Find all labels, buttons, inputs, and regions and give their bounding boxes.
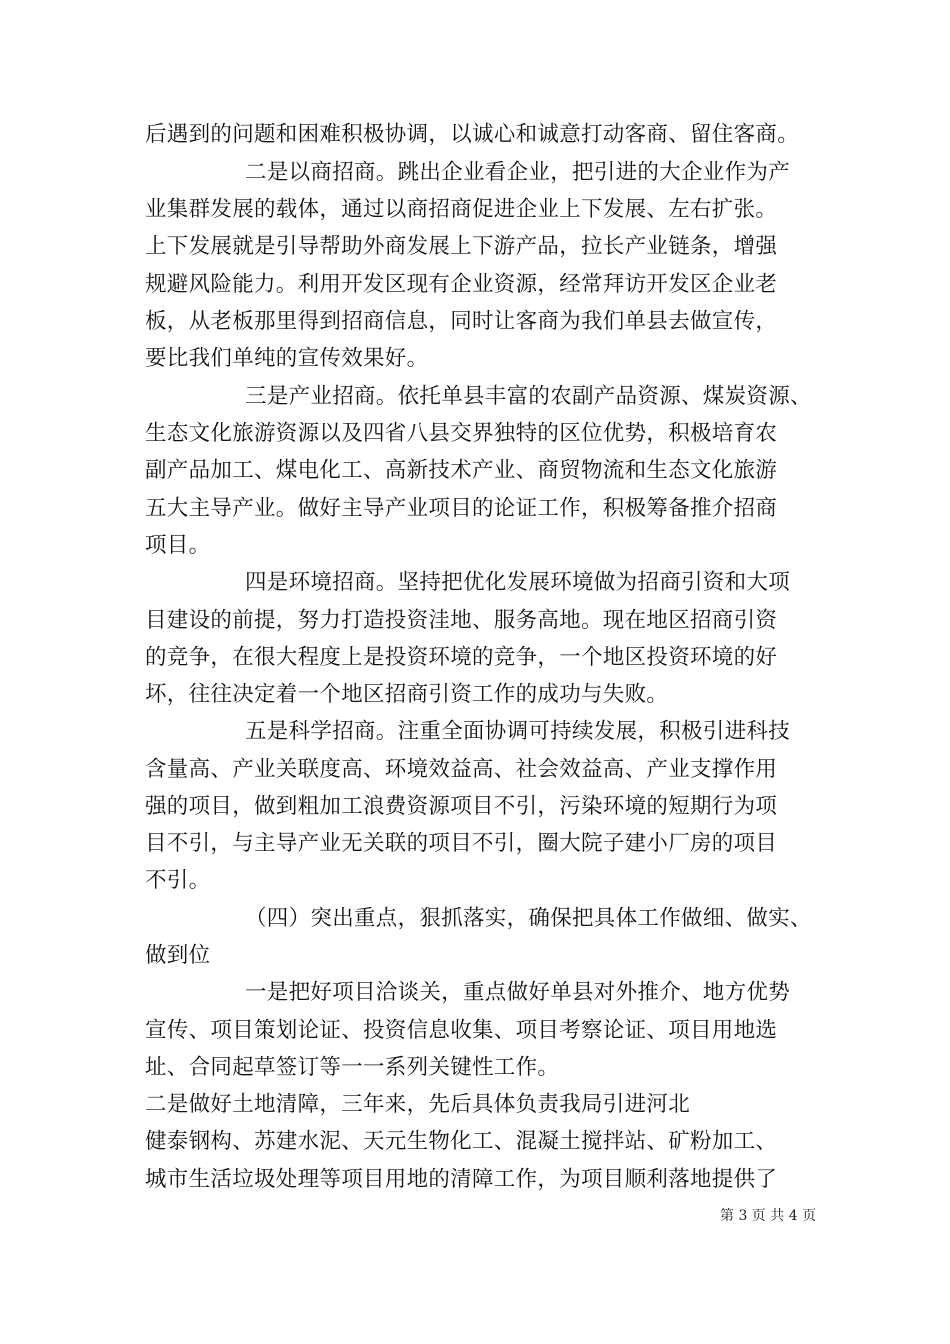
paragraph-line: 强的项目，做到粗加工浪费资源项目不引，污染环境的短期行为项 <box>145 794 778 819</box>
paragraph-line: 五是科学招商。注重全面协调可持续发展，积极引进科技 <box>245 719 791 744</box>
paragraph-line: 址、合同起草签订等一一系列关键性工作。 <box>145 1055 560 1080</box>
paragraph-line: 上下发展就是引导帮助外商发展上下游产品，拉长产业链条，增强 <box>145 234 778 259</box>
paragraph-line: 坏，往往决定着一个地区招商引资工作的成功与失败。 <box>145 682 669 707</box>
paragraph-line: 四是环境招商。坚持把优化发展环境做为招商引资和大项 <box>245 570 791 595</box>
paragraph-line: 宣传、项目策划论证、投资信息收集、项目考察论证、项目用地选 <box>145 1018 778 1043</box>
paragraph-line: 目不引，与主导产业无关联的项目不引，圈大院子建小厂房的项目 <box>145 831 778 856</box>
paragraph-line: 二是以商招商。跳出企业看企业，把引进的大企业作为产 <box>245 160 791 185</box>
paragraph-line: 的竞争，在很大程度上是投资环境的竞争，一个地区投资环境的好 <box>145 645 778 670</box>
section-heading-line: 做到位 <box>145 943 211 968</box>
paragraph-line: 规避风险能力。利用开发区现有企业资源，经常拜访开发区企业老 <box>145 272 778 297</box>
section-heading-line: （四）突出重点，狠抓落实，确保把具体工作做细、做实、 <box>245 906 812 931</box>
paragraph-line: 后遇到的问题和困难积极协调，以诚心和诚意打动客商、留住客商。 <box>145 122 800 147</box>
paragraph-line: 板，从老板那里得到招商信息，同时让客商为我们单县去做宣传， <box>145 309 778 334</box>
page-footer: 第 3 页 共 4 页 <box>720 1208 817 1224</box>
paragraph-line: 项目。 <box>145 533 211 558</box>
paragraph-line: 城市生活垃圾处理等项目用地的清障工作，为项目顺利落地提供了 <box>145 1167 778 1192</box>
paragraph-line: 要比我们单纯的宣传效果好。 <box>145 346 429 371</box>
paragraph-line: 五大主导产业。做好主导产业项目的论证工作，积极筹备推介招商 <box>145 496 778 521</box>
paragraph-line: 健泰钢构、苏建水泥、天元生物化工、混凝土搅拌站、矿粉加工、 <box>145 1129 778 1154</box>
paragraph-line: 副产品加工、煤电化工、高新技术产业、商贸物流和生态文化旅游 <box>145 458 778 483</box>
paragraph-line: 生态文化旅游资源以及四省八县交界独特的区位优势，积极培育农 <box>145 421 778 446</box>
paragraph-line: 业集群发展的载体，通过以商招商促进企业上下发展、左右扩张。 <box>145 197 778 222</box>
paragraph-line: 三是产业招商。依托单县丰富的农副产品资源、煤炭资源、 <box>245 384 812 409</box>
paragraph-line: 一是把好项目洽谈关，重点做好单县对外推介、地方优势 <box>245 980 791 1005</box>
paragraph-line: 含量高、产业关联度高、环境效益高、社会效益高、产业支撑作用 <box>145 757 778 782</box>
paragraph-line: 二是做好土地清障，三年来，先后具体负责我局引进河北 <box>145 1092 691 1117</box>
paragraph-line: 目建设的前提，努力打造投资洼地、服务高地。现在地区招商引资 <box>145 608 778 633</box>
paragraph-line: 不引。 <box>145 868 211 893</box>
